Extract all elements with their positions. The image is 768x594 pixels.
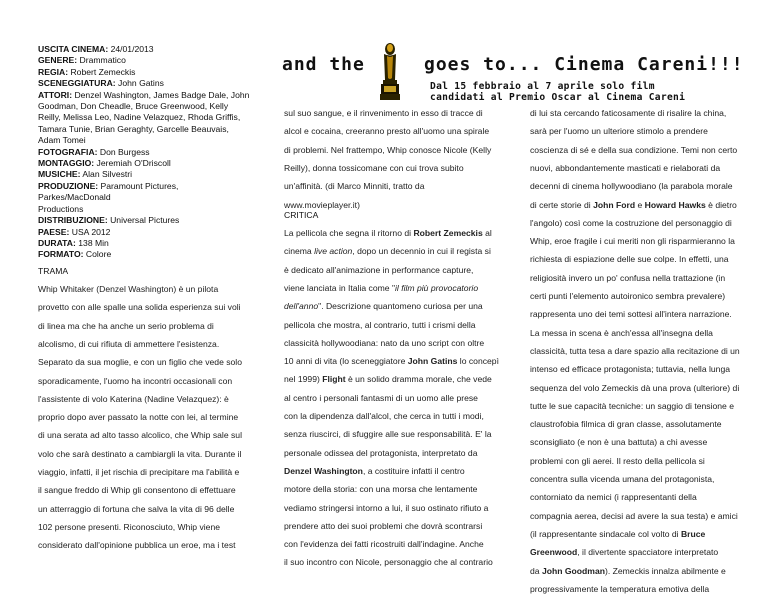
text-segment: viene lanciata in Italia come " (284, 282, 396, 293)
critique-line (530, 547, 739, 557)
info-label: MUSICHE: (38, 169, 81, 180)
text-segment: claustrofobia filmica di gran classe, assolutamente (530, 419, 722, 430)
text-segment: un atterraggio di fortuna che salva la vita di 96 delle (38, 503, 235, 514)
text-segment: decenni di cinema hollywoodiano (la parabola morale (530, 181, 733, 192)
critique-line (530, 492, 739, 502)
text-segment: religiosità invero un po' confusa nella trattazione (in (530, 272, 726, 283)
info-row (38, 238, 253, 249)
cinema-banner (282, 40, 744, 104)
info-label: DISTRIBUZIONE: (38, 215, 108, 226)
plot-line (38, 284, 255, 294)
text-segment: pellicola che mostra, al contrario, tutti i crismi della (284, 319, 476, 330)
info-label: SCENEGGIATURA: (38, 78, 116, 89)
text-segment: richiesta di espiazione delle sue colpe. In effetti, una (530, 254, 729, 265)
text-segment: con l'evidenza dei fatti ricostruiti dall'indagine. Anche (284, 539, 484, 550)
info-row (38, 67, 253, 78)
critique-line (530, 364, 739, 374)
info-value: Reilly, Melissa Leo, Nadine Velazquez, Rhoda Griffis, (38, 112, 241, 123)
critique-line (530, 456, 739, 466)
plot-line (284, 181, 501, 191)
banner-subtitle-1: Dal 15 febbraio al 7 aprile solo film (430, 81, 655, 92)
critique-line (530, 566, 739, 576)
plot-line (284, 108, 501, 118)
critique-line (284, 411, 501, 421)
info-row (38, 147, 253, 158)
plot-line (38, 394, 255, 404)
critique-line (284, 484, 501, 494)
critique-line (284, 246, 501, 256)
info-value: 24/01/2013 (108, 44, 154, 54)
text-segment: John Gatins (407, 356, 458, 367)
critique-line (284, 265, 501, 275)
text-segment: è un solido dramma morale, che vede (345, 374, 492, 385)
plot-line (38, 522, 255, 532)
plot-line (38, 467, 255, 477)
plot-line (38, 321, 255, 331)
critique-line (284, 557, 501, 567)
text-segment: , dopo un decennio in cui il regista si (352, 246, 491, 257)
critique-line (530, 200, 739, 210)
plot-line (38, 376, 255, 386)
critique-line (530, 474, 739, 484)
text-segment: tutte le sue capacità tecniche: un saggio di tensione e (530, 400, 735, 411)
text-segment: considerato dall'opinione pubblica un eroe, ma i test (38, 540, 236, 551)
text-segment: cinema (284, 246, 315, 257)
info-label: DURATA: (38, 237, 76, 248)
text-segment: di certe storie di (530, 199, 594, 210)
text-segment: l'assistente di volo Katerina (Nadine Velazquez): è (38, 393, 229, 404)
section-heading-trama: TRAMA (38, 266, 69, 276)
plot-line (38, 504, 255, 514)
text-segment: senza riuscirci, di sfuggire alle sue responsabilità. E' la (284, 429, 492, 440)
info-value: Denzel Washington, James Badge Dale, John (72, 89, 250, 100)
section-heading-critica: CRITICA (284, 210, 319, 220)
text-segment: al (482, 228, 492, 238)
text-segment: l'angolo) così come la costruzione del personaggio di (530, 217, 732, 228)
plot-line (38, 357, 255, 367)
text-segment: personale odissea del protagonista, interpretato da (284, 447, 478, 458)
text-segment: rappresenta uno dei temi sottesi all'intera narrazione. (530, 309, 732, 320)
text-segment: lo concepì (457, 356, 499, 367)
critique-line (530, 346, 739, 356)
text-segment: vediamo stringersi intorno a lui, il suo ostinato rifiuto a (284, 502, 489, 513)
text-segment: ". Descrizione quantomeno curiosa per una (318, 301, 483, 312)
plot-line (38, 412, 255, 422)
info-value: Productions (38, 203, 84, 214)
text-segment: La pellicola che segna il ritorno di (284, 228, 414, 238)
text-segment: coscienza di sé e della sua condizione. Temi non certo (530, 144, 738, 155)
info-label: REGIA: (38, 66, 69, 77)
plot-line (284, 200, 501, 210)
text-segment: intenso ed efficace protagonista; tuttavia, nella lunga (530, 364, 731, 375)
text-segment: da (530, 565, 542, 576)
plot-line (38, 540, 255, 550)
plot-line (38, 485, 255, 495)
plot-line (284, 145, 501, 155)
text-segment: John Goodman (541, 565, 605, 576)
info-row (38, 44, 253, 55)
critique-line (284, 374, 501, 384)
critique-line (530, 181, 739, 191)
info-value: Universal Pictures (107, 215, 180, 226)
text-segment: Separato da sua moglie, e con un figlio che vede solo (38, 357, 242, 368)
text-segment: Flight (322, 374, 346, 385)
info-row (38, 101, 253, 112)
critique-line (530, 254, 739, 264)
text-segment: volo che sarà destinato a cambiargli la vita. Durante il (38, 448, 242, 459)
critique-line (530, 328, 739, 338)
plot-line (38, 430, 255, 440)
critique-line (284, 539, 501, 549)
text-segment: classicità hollywoodiana: nato da uno script con oltre (284, 337, 485, 348)
text-segment: sporadicamente, l'uomo ha incontri occasionali con (38, 375, 233, 386)
text-segment: è dedicato all'animazione in performance capture, (284, 264, 474, 275)
text-segment: Robert Zemeckis (413, 228, 483, 238)
critique-line (284, 283, 501, 293)
text-segment: live action (314, 246, 353, 257)
text-segment: di una serata ad alto tasso alcolico, che Whip sale sul (38, 430, 242, 441)
text-segment: ). Zemeckis innalza abilmente e (604, 565, 726, 576)
critique-line (284, 356, 501, 366)
critique-line (530, 511, 739, 521)
info-value: Robert Zemeckis (68, 66, 136, 77)
info-value: Alan Silvestri (80, 169, 133, 180)
info-row (38, 158, 253, 169)
critique-line (530, 291, 739, 301)
plot-line (38, 449, 255, 459)
critique-line (284, 503, 501, 513)
critique-line (530, 584, 739, 594)
info-label: ATTORI: (38, 89, 73, 100)
info-label: MONTAGGIO: (38, 158, 95, 169)
critique-line (284, 448, 501, 458)
critique-line (530, 383, 739, 393)
plot-line (284, 126, 501, 136)
text-segment: problemi con gli aerei. Il resto della pellicola si (530, 455, 705, 466)
critique-line (530, 273, 739, 283)
text-segment: sul suo sangue, e il rinvenimento in esso di tracce di (284, 108, 483, 118)
info-row (38, 78, 253, 89)
text-segment: sconsigliato (e non è una battuta) a chi avesse (530, 437, 708, 448)
text-segment: il suo incontro con Nicole, personaggio che al contrario (284, 557, 493, 568)
banner-title-left: and the (282, 54, 365, 75)
text-segment: 10 anni di vita (lo sceneggiatore (284, 356, 408, 367)
text-segment: progressivamente la temperatura emotiva della (530, 583, 710, 594)
text-segment: di linea ma che ha anche un serio problema di (38, 320, 214, 331)
info-label: USCITA CINEMA: (38, 44, 109, 54)
text-segment: alcolismo, di cui rifiuta di ammettere l'esistenza. (38, 338, 220, 349)
text-segment: e (635, 199, 645, 210)
info-value: Tamara Tunie, Brian Geraghty, Garcelle Beauvais, (38, 123, 229, 134)
text-segment: www.movieplayer.it) (284, 199, 360, 210)
critique-line (530, 126, 739, 136)
info-value: Jeremiah O'Driscoll (94, 158, 171, 169)
banner-subtitle-2: candidati al Premio Oscar al Cinema Careni (430, 91, 686, 103)
text-segment: alcol e cocaina, creeranno presto all'uomo una spirale (284, 126, 490, 137)
text-segment: Denzel Washington (284, 465, 363, 476)
critique-line (284, 228, 501, 238)
critique-line (530, 236, 739, 246)
info-value: Adam Tomei (38, 135, 86, 146)
text-segment: al centro i personali fantasmi di un uomo alle prese (284, 392, 478, 403)
critique-line (284, 521, 501, 531)
info-row (38, 204, 253, 215)
info-label: FOTOGRAFIA: (38, 146, 98, 157)
critique-line (284, 301, 501, 311)
text-segment: sarà per l'uomo un ulteriore stimolo a prendere (530, 126, 708, 137)
info-value: USA 2012 (69, 226, 111, 237)
text-segment: nel 1999) (284, 374, 323, 385)
text-segment: , a costituire infatti il centro (362, 465, 465, 476)
plot-line (38, 339, 255, 349)
critique-line (530, 401, 739, 411)
text-segment: Bruce (680, 528, 706, 539)
oscar-statuette-icon (375, 40, 405, 104)
text-segment: proprio dopo aver passato la notte con lei, al termine (38, 412, 239, 423)
text-segment: viaggio, infatti, il jet rischia di precipitare ma l'abilità e (38, 467, 240, 477)
info-row (38, 55, 253, 66)
info-value: 138 Min (75, 237, 109, 248)
critique-line (284, 466, 501, 476)
info-value: Don Burgess (97, 146, 150, 157)
info-value: John Gatins (115, 78, 164, 89)
text-segment: è dietro (705, 199, 737, 210)
plot-line (38, 302, 255, 312)
critique-line (284, 393, 501, 403)
banner-title-right: goes to... Cinema Careni!!! (424, 54, 744, 75)
text-segment: concentra sulla vicenda umana del protagonista, (530, 474, 715, 484)
info-row (38, 227, 253, 238)
text-segment: provetto con alle spalle una solida esperienza sui voli (38, 302, 241, 313)
critique-line (284, 320, 501, 330)
critique-line (530, 108, 739, 118)
text-segment: motore della storia: con una morsa che lentamente (284, 484, 478, 495)
text-segment: Whip Whitaker (Denzel Washington) è un pilota (38, 284, 219, 294)
info-row (38, 215, 253, 226)
critique-line (284, 338, 501, 348)
plot-line (284, 163, 501, 173)
critique-line (530, 218, 739, 228)
text-segment: prendere atto dei suoi problemi che dovrà scontrarsi (284, 520, 483, 531)
text-segment: dell'anno (284, 301, 319, 312)
info-row (38, 169, 253, 180)
text-segment: un'affinità. (di Marco Minniti, tratto da (284, 181, 425, 192)
text-segment: La messa in scena è anch'essa all'insegna della (530, 327, 713, 338)
critique-line (530, 419, 739, 429)
text-segment: con la dipendenza dall'alcol, che cerca in tutti i modi, (284, 411, 484, 421)
info-label: PAESE: (38, 226, 70, 237)
info-row (38, 112, 253, 123)
info-row (38, 249, 253, 260)
text-segment: compagnia aerea, decisi ad avere la sua testa) e amici (530, 510, 738, 521)
film-info-box (38, 44, 253, 261)
text-segment: certi punti l'elemento autoironico sembra prevalere) (530, 291, 726, 301)
info-label: GENERE: (38, 55, 78, 66)
critique-line (530, 163, 739, 173)
text-segment: il sangue freddo di Whip gli consentono di effettuare (38, 485, 236, 496)
info-value: Drammatico (77, 55, 126, 66)
text-segment: Whip, eroe fragile i cui meriti non gli risparmieranno la (530, 236, 735, 247)
critique-line (530, 437, 739, 447)
info-row (38, 90, 253, 101)
text-segment: sequenza del volo Zemeckis dà una prova (ulteriore) di (530, 382, 740, 393)
info-label: FORMATO: (38, 249, 84, 260)
info-value: Paramount Pictures, Parkes/MacDonald (38, 180, 179, 203)
text-segment: Reilly), donna tossicomane con cui trova subito (284, 162, 464, 173)
critique-line (284, 429, 501, 439)
critique-line (530, 145, 739, 155)
text-segment: di problemi. Nel frattempo, Whip conosce Nicole (Kelly (284, 144, 492, 155)
info-row (38, 135, 253, 146)
text-segment: di lui sta cercando faticosamente di risalire la china, (530, 108, 727, 118)
critique-line (530, 529, 739, 539)
critique-line (530, 309, 739, 319)
text-segment: il film più provocatorio (395, 282, 479, 293)
info-row (38, 181, 253, 204)
text-segment: Howard Hawks (644, 199, 706, 210)
text-segment: (il rappresentante sindacale col volto di (530, 528, 681, 539)
info-label: PRODUZIONE: (38, 180, 99, 191)
text-segment: classicità, tutta tesa a dare spazio alla recitazione di un (530, 345, 740, 356)
info-row (38, 124, 253, 135)
text-segment: , il divertente spacciatore interpretato (577, 547, 719, 558)
text-segment: 102 persone presenti. Riconosciuto, Whip viene (38, 521, 221, 532)
info-value: Goodman, Don Cheadle, Bruce Greenwood, Kelly (38, 101, 229, 112)
text-segment: contorniato da nemici (i rappresentanti della (530, 492, 697, 503)
text-segment: nuovi, abbondantemente masticati e rielaborati da (530, 162, 721, 173)
info-value: Colore (83, 249, 112, 260)
text-segment: Greenwood (530, 547, 578, 558)
text-segment: John Ford (593, 199, 636, 210)
